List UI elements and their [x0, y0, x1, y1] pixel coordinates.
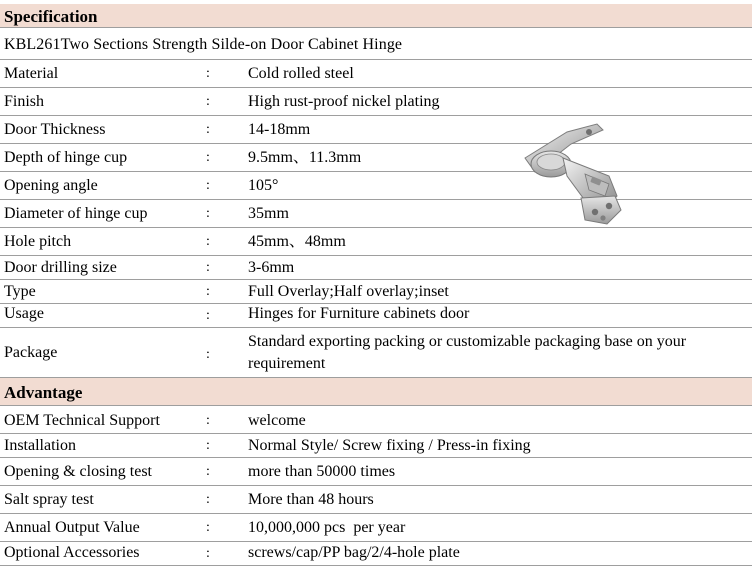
spec-row-finish: [0, 88, 752, 116]
row-label: Hole pitch: [4, 233, 72, 250]
row-value: welcome: [248, 412, 306, 429]
row-separator: :: [206, 438, 210, 453]
adv-row-open-close-test: [0, 458, 752, 486]
row-separator: :: [206, 260, 210, 275]
row-value: Hinges for Furniture cabinets door: [248, 305, 470, 322]
adv-row-oem-support: [0, 406, 752, 434]
row-label: Annual Output Value: [4, 519, 140, 536]
row-value: 45mm、48mm: [248, 233, 346, 250]
row-separator: :: [206, 178, 210, 193]
row-separator: :: [206, 546, 210, 561]
spec-row-opening-angle: [0, 172, 752, 200]
specification-header: [0, 4, 752, 28]
row-separator: :: [206, 347, 210, 362]
row-label: Door Thickness: [4, 121, 106, 138]
row-label: Opening angle: [4, 177, 98, 194]
row-label: Optional Accessories: [4, 544, 140, 561]
adv-row-accessories: [0, 542, 752, 566]
adv-row-annual-output: [0, 514, 752, 542]
spec-row-material: [0, 60, 752, 88]
advantage-header: [0, 378, 752, 406]
row-value: Standard exporting packing or customizable packaging base on your requirement: [248, 333, 687, 372]
product-title-row: [0, 28, 752, 60]
specification-heading: Specification: [4, 7, 98, 26]
row-separator: :: [206, 464, 210, 479]
row-value: more than 50000 times: [248, 463, 396, 480]
row-label: Usage: [4, 305, 44, 322]
cabinet-hinge-icon: [505, 110, 625, 230]
spec-row-package: [0, 328, 752, 378]
row-value: High rust-proof nickel plating: [248, 93, 440, 110]
spec-row-hole-pitch: [0, 228, 752, 256]
spec-row-drilling-size: [0, 256, 752, 280]
row-label: OEM Technical Support: [4, 412, 160, 429]
row-label: Door drilling size: [4, 259, 117, 276]
row-label: Diameter of hinge cup: [4, 205, 148, 222]
row-label: Package: [4, 344, 58, 361]
row-label: Salt spray test: [4, 491, 94, 508]
row-separator: :: [206, 150, 210, 165]
row-separator: :: [206, 413, 210, 428]
row-value: Cold rolled steel: [248, 65, 354, 82]
row-separator: :: [206, 492, 210, 507]
spec-row-door-thickness: [0, 116, 752, 144]
spec-row-usage: [0, 304, 752, 328]
row-separator: :: [206, 284, 210, 299]
row-separator: :: [206, 66, 210, 81]
row-value: More than 48 hours: [248, 491, 374, 508]
row-label: Material: [4, 65, 59, 82]
row-separator: :: [206, 234, 210, 249]
spec-row-type: [0, 280, 752, 304]
row-separator: :: [206, 308, 210, 323]
row-separator: :: [206, 94, 210, 109]
row-value: 10,000,000 pcs per year: [248, 519, 406, 536]
row-value: screws/cap/PP bag/2/4-hole plate: [248, 544, 460, 561]
advantage-heading: Advantage: [4, 383, 83, 402]
row-value: Normal Style/ Screw fixing / Press-in fixing: [248, 437, 531, 454]
row-separator: :: [206, 206, 210, 221]
row-value: 9.5mm、11.3mm: [248, 149, 362, 166]
row-value: 35mm: [248, 205, 289, 222]
adv-row-installation: [0, 434, 752, 458]
row-label: Type: [4, 283, 36, 300]
spec-row-cup-depth: [0, 144, 752, 172]
row-value: 3-6mm: [248, 259, 295, 276]
row-label: Opening & closing test: [4, 463, 152, 480]
product-title: KBL261Two Sections Strength Silde-on Door Cabinet Hinge: [4, 36, 403, 53]
row-value: 105°: [248, 177, 279, 194]
adv-row-salt-spray: [0, 486, 752, 514]
row-separator: :: [206, 122, 210, 137]
row-value: 14-18mm: [248, 121, 311, 138]
row-label: Installation: [4, 437, 76, 454]
spec-row-cup-diameter: [0, 200, 752, 228]
row-label: Depth of hinge cup: [4, 149, 128, 166]
row-separator: :: [206, 520, 210, 535]
row-label: Finish: [4, 93, 45, 110]
row-value: Full Overlay;Half overlay;inset: [248, 283, 449, 300]
